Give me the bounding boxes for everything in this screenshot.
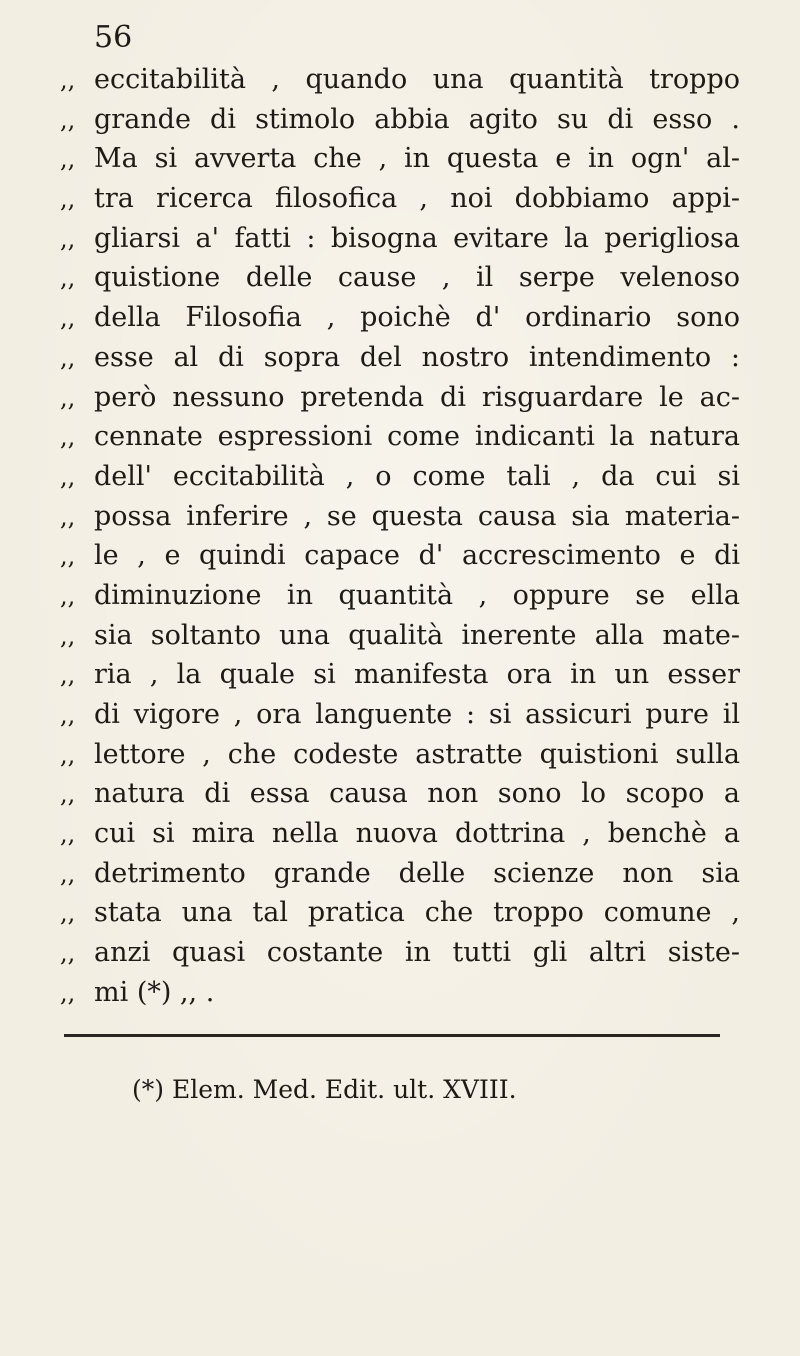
text-line [60,417,740,457]
text-line [60,854,740,894]
quote-mark: ,, [60,621,76,650]
quote-mark: ,, [60,185,76,214]
text-line [60,933,740,973]
text-line [60,298,740,338]
quote-mark: ,, [60,859,76,888]
quote-mark: ,, [60,542,76,571]
text-line [60,536,740,576]
line-text: gliarsi a' fatti : bisogna evitare la perigliosa [94,222,740,254]
text-line [60,100,740,140]
page-number: 56 [94,20,133,55]
text-line [60,258,740,298]
text-line [60,497,740,537]
text-line [60,735,740,775]
quote-mark: ,, [60,701,76,729]
line-text: Ma si avverta che , in questa e in ogn' al- [94,143,740,175]
line-text: di vigore , ora languente : si assicuri pure il [94,699,740,730]
quote-mark: ,, [60,939,76,968]
quote-mark: ,, [60,581,76,610]
quote-mark: ,, [60,502,76,531]
quote-mark: ,, [60,899,76,928]
quote-mark: ,, [60,145,76,174]
line-text: stata una tal pratica che troppo comune , [94,897,740,929]
line-text: diminuzione in quantità , oppure se ella [94,579,740,611]
text-line [60,338,740,378]
quote-mark: ,, [60,105,76,134]
quote-mark: ,, [60,66,76,94]
quote-mark: ,, [60,740,76,769]
line-text: ria , la quale si manifesta ora in un esser [94,659,740,691]
text-line [60,179,740,219]
quote-mark: ,, [60,661,76,690]
line-text: cennate espressioni come indicanti la natura [94,421,740,453]
text-line [60,616,740,656]
text-line [60,655,740,695]
quote-mark: ,, [60,780,76,809]
quote-mark: ,, [60,224,76,253]
line-text: quistione delle cause , il serpe velenoso [94,262,740,294]
line-text: sia soltanto una qualità inerente alla mate- [94,619,740,651]
line-text: mi (*) ,, . [94,976,215,1008]
line-text: possa inferire , se questa causa sia materia- [94,500,740,532]
line-text: della Filosofia , poichè d' ordinario sono [94,302,740,334]
text-line [60,695,740,735]
line-text: eccitabilità , quando una quantità troppo [94,64,740,95]
line-text: esse al di sopra del nostro intendimento : [94,341,740,373]
text-line [60,219,740,259]
text-line [60,378,740,418]
text-line [60,973,740,1013]
text-line [60,457,740,497]
text-line [60,893,740,933]
line-text: natura di essa causa non sono lo scopo a [94,778,740,810]
quote-mark: ,, [60,304,76,333]
quote-mark: ,, [60,462,76,491]
line-text: però nessuno pretenda di risguardare le ac- [94,381,740,413]
line-text: dell' eccitabilità , o come tali , da cui si [94,460,740,492]
line-text: le , e quindi capace d' accrescimento e di [94,540,740,572]
text-line [60,60,740,100]
text-line [60,814,740,854]
text-line [60,139,740,179]
quote-mark: ,, [60,423,76,452]
footnote-rule [64,1034,720,1037]
quote-mark: ,, [60,343,76,372]
quote-mark: ,, [60,978,76,1007]
quote-mark: ,, [60,820,76,849]
quote-mark: ,, [60,264,76,293]
line-text: cui si mira nella nuova dottrina , benchè a [94,818,740,850]
line-text: lettore , che codeste astratte quistioni sulla [94,738,740,770]
footnote: (*) Elem. Med. Edit. ult. XVIII. [132,1075,517,1104]
text-line [60,576,740,616]
quote-mark: ,, [60,383,76,412]
line-text: tra ricerca filosofica , noi dobbiamo appi- [94,183,740,215]
line-text: grande di stimolo abbia agito su di esso . [94,103,740,135]
line-text: detrimento grande delle scienze non sia [94,857,740,889]
body-text [60,60,740,1013]
text-line [60,774,740,814]
line-text: anzi quasi costante in tutti gli altri siste- [94,937,740,969]
